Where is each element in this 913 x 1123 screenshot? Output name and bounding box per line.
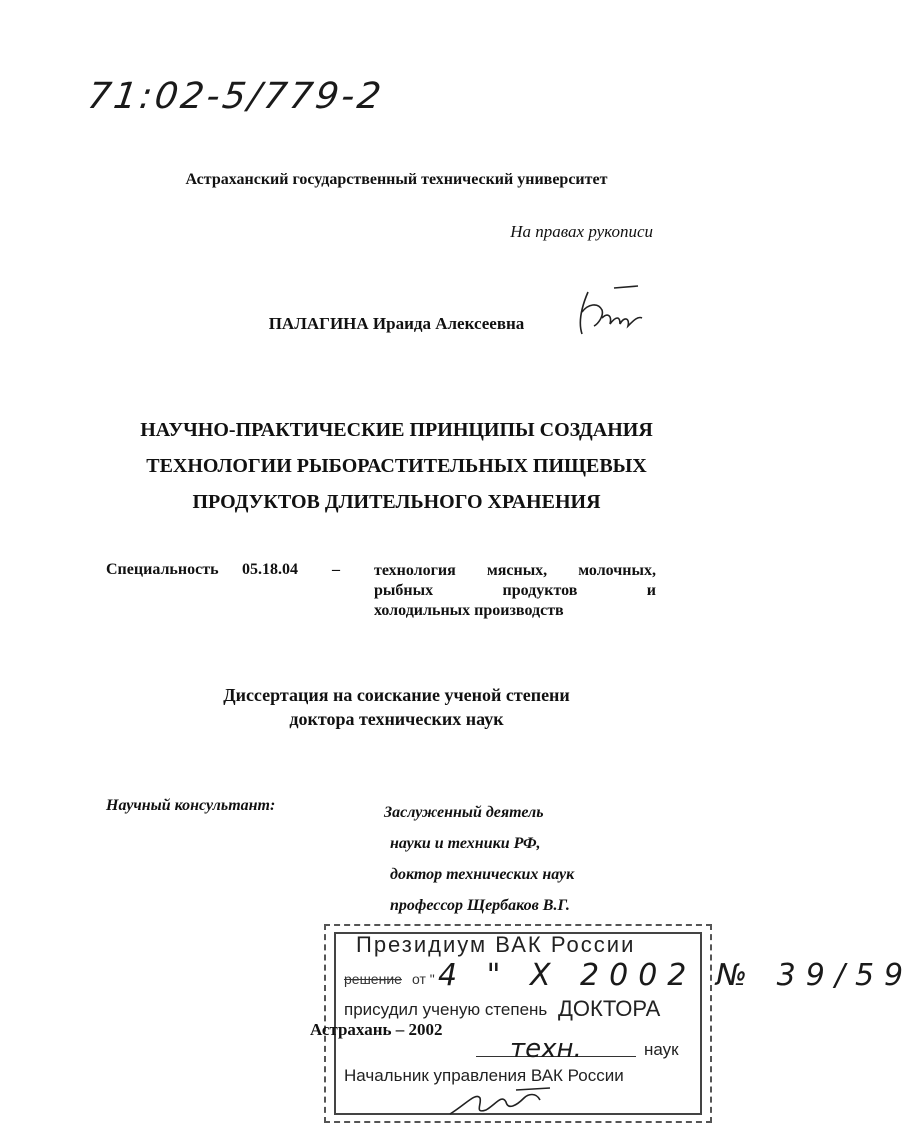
- specialty-label: Специальность: [106, 561, 219, 578]
- consultant-line: доктор технических наук: [390, 866, 575, 883]
- consultant-line: профессор Щербаков В.Г.: [390, 897, 570, 914]
- stamp-title: Президиум ВАК России: [356, 932, 636, 957]
- specialty-description: [374, 561, 656, 621]
- stamp-date-handwritten: 4 " X 2002 № 39/59: [438, 958, 913, 993]
- city-year: Астрахань – 2002: [310, 1020, 443, 1039]
- stamp-decision-label: решение: [344, 971, 402, 987]
- stamp-awarded-label: присудил ученую степень: [344, 1000, 548, 1019]
- author-signature: [568, 282, 648, 342]
- dissertation-title: [0, 412, 793, 520]
- specialty-description-line: холодильных производств: [374, 602, 564, 619]
- thesis-line: Диссертация на соискание ученой степени: [223, 685, 570, 705]
- stamp-head-label: Начальник управления ВАК России: [344, 1066, 624, 1085]
- university-name: Астраханский государственный технический университет: [185, 171, 608, 188]
- consultant-line: Заслуженный деятель: [384, 804, 544, 821]
- manuscript-rights: На правах рукописи: [510, 222, 653, 241]
- catalog-number: 71:02-5/779-2: [85, 76, 387, 117]
- title-line: ПРОДУКТОВ ДЛИТЕЛЬНОГО ХРАНЕНИЯ: [192, 491, 601, 513]
- title-line: ТЕХНОЛОГИИ РЫБОРАСТИТЕЛЬНЫХ ПИЩЕВЫХ: [146, 455, 647, 477]
- stamp-degree: ДОКТОРА: [558, 996, 661, 1021]
- thesis-degree: [0, 683, 793, 731]
- title-line: НАУЧНО-ПРАКТИЧЕСКИЕ ПРИНЦИПЫ СОЗДАНИЯ: [140, 419, 653, 441]
- stamp-field-handwritten: техн.: [510, 1034, 582, 1064]
- thesis-line: доктора технических наук: [289, 709, 504, 729]
- specialty-dash: –: [332, 561, 340, 578]
- specialty-code: 05.18.04: [242, 561, 298, 578]
- specialty-description-line: рыбных продуктов и: [374, 582, 656, 599]
- consultant-line: науки и техники РФ,: [390, 835, 541, 852]
- specialty-description-line: технология мясных, молочных,: [374, 562, 656, 579]
- stamp-from-label: от ": [412, 971, 435, 987]
- consultant-details: [384, 797, 574, 921]
- stamp-sciences-label: наук: [644, 1040, 679, 1059]
- stamp-signature: [446, 1084, 556, 1120]
- author-name: ПАЛАГИНА Ираида Алексеевна: [268, 314, 525, 333]
- consultant-label: Научный консультант:: [106, 797, 276, 814]
